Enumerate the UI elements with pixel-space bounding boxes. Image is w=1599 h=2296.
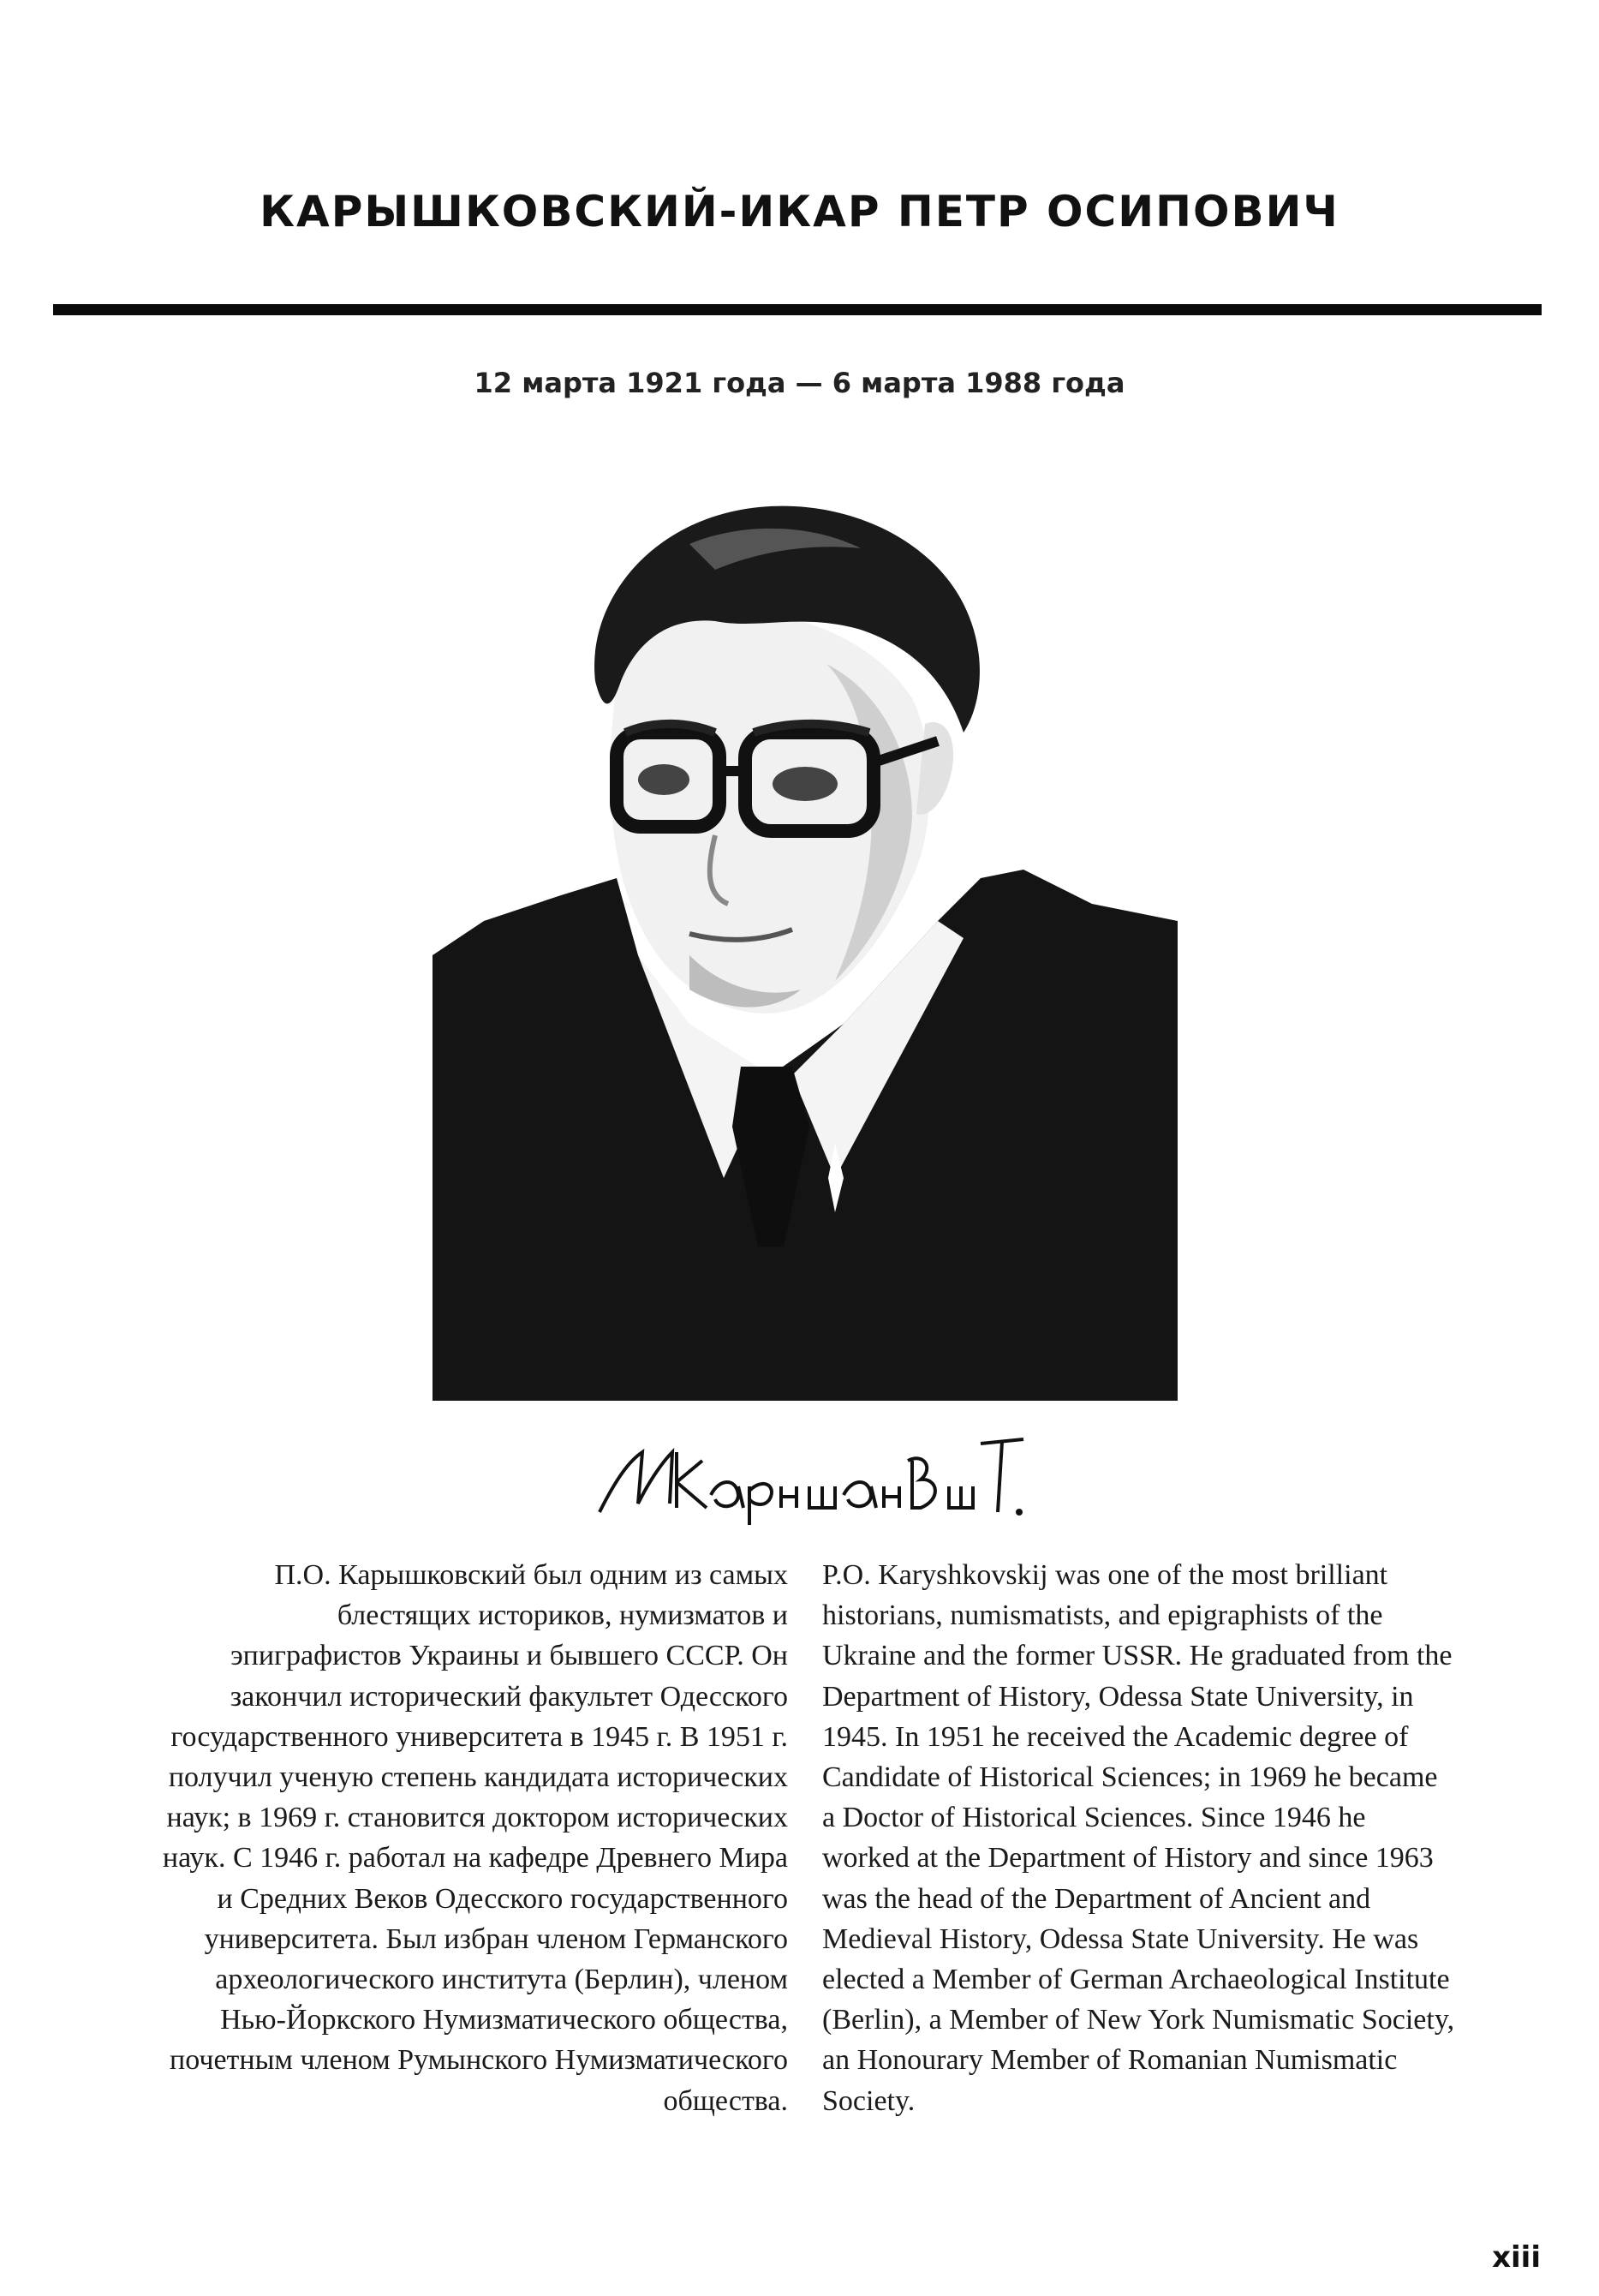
text-line: наук. С 1946 г. работал на кафедре Древнего Мира	[162, 1842, 788, 1874]
text-line: an Honourary Member of Romanian Numismatic	[822, 2044, 1398, 2077]
signature-image	[591, 1426, 1036, 1529]
title-divider	[53, 304, 1542, 315]
text-line: и Средних Веков Одесского государственного	[217, 1882, 788, 1915]
biography-english	[822, 1555, 1550, 2121]
text-line: was the head of the Department of Ancient and	[822, 1882, 1371, 1915]
biography-russian	[69, 1555, 788, 2121]
page-number: xiii	[1492, 2240, 1541, 2275]
text-line: общества.	[663, 2084, 788, 2117]
life-dates: 12 марта 1921 года — 6 марта 1988 года	[474, 367, 1125, 399]
text-line: П.О. Карышковский был одним из самых	[274, 1559, 788, 1591]
text-line: наук; в 1969 г. становится доктором исторических	[166, 1802, 788, 1834]
text-line: Department of History, Odessa State University, in	[822, 1680, 1414, 1713]
text-line: Society.	[822, 2084, 916, 2117]
text-line: эпиграфистов Украины и бывшего СССР. Он	[230, 1640, 788, 1672]
text-line: Нью-Йоркского Нумизматического общества,	[220, 2004, 788, 2036]
text-line: Candidate of Historical Sciences; in 1969 he became	[822, 1761, 1438, 1794]
text-line: historians, numismatists, and epigraphists of the	[822, 1599, 1383, 1632]
text-line: почетным членом Румынского Нумизматического	[170, 2044, 788, 2077]
text-line: Medieval History, Odessa State University. He was	[822, 1922, 1419, 1955]
text-line: a Doctor of Historical Sciences. Since 1946 he	[822, 1802, 1366, 1834]
text-line: Ukraine and the former USSR. He graduated from the	[822, 1640, 1453, 1672]
text-line: 1945. In 1951 he received the Academic degree of	[822, 1720, 1409, 1753]
text-line: государственного университета в 1945 г. В 1951 г.	[170, 1720, 788, 1753]
text-line: университета. Был избран членом Германского	[204, 1922, 788, 1955]
text-line: закончил исторический факультет Одесского	[230, 1680, 788, 1713]
text-line: (Berlin), a Member of New York Numismatic Society,	[822, 2004, 1455, 2036]
page-title: КАРЫШКОВСКИЙ-ИКАР ПЕТР ОСИПОВИЧ	[260, 187, 1339, 236]
text-line: P.O. Karyshkovskij was one of the most brilliant	[822, 1559, 1388, 1591]
text-line: worked at the Department of History and since 1963	[822, 1842, 1434, 1874]
portrait-photo	[433, 475, 1178, 1401]
text-line: археологического института (Берлин), членом	[215, 1964, 788, 1996]
text-line: elected a Member of German Archaeological Institute	[822, 1964, 1450, 1996]
text-line: блестящих историков, нумизматов и	[337, 1599, 788, 1632]
text-line: получил ученую степень кандидата исторических	[168, 1761, 788, 1794]
